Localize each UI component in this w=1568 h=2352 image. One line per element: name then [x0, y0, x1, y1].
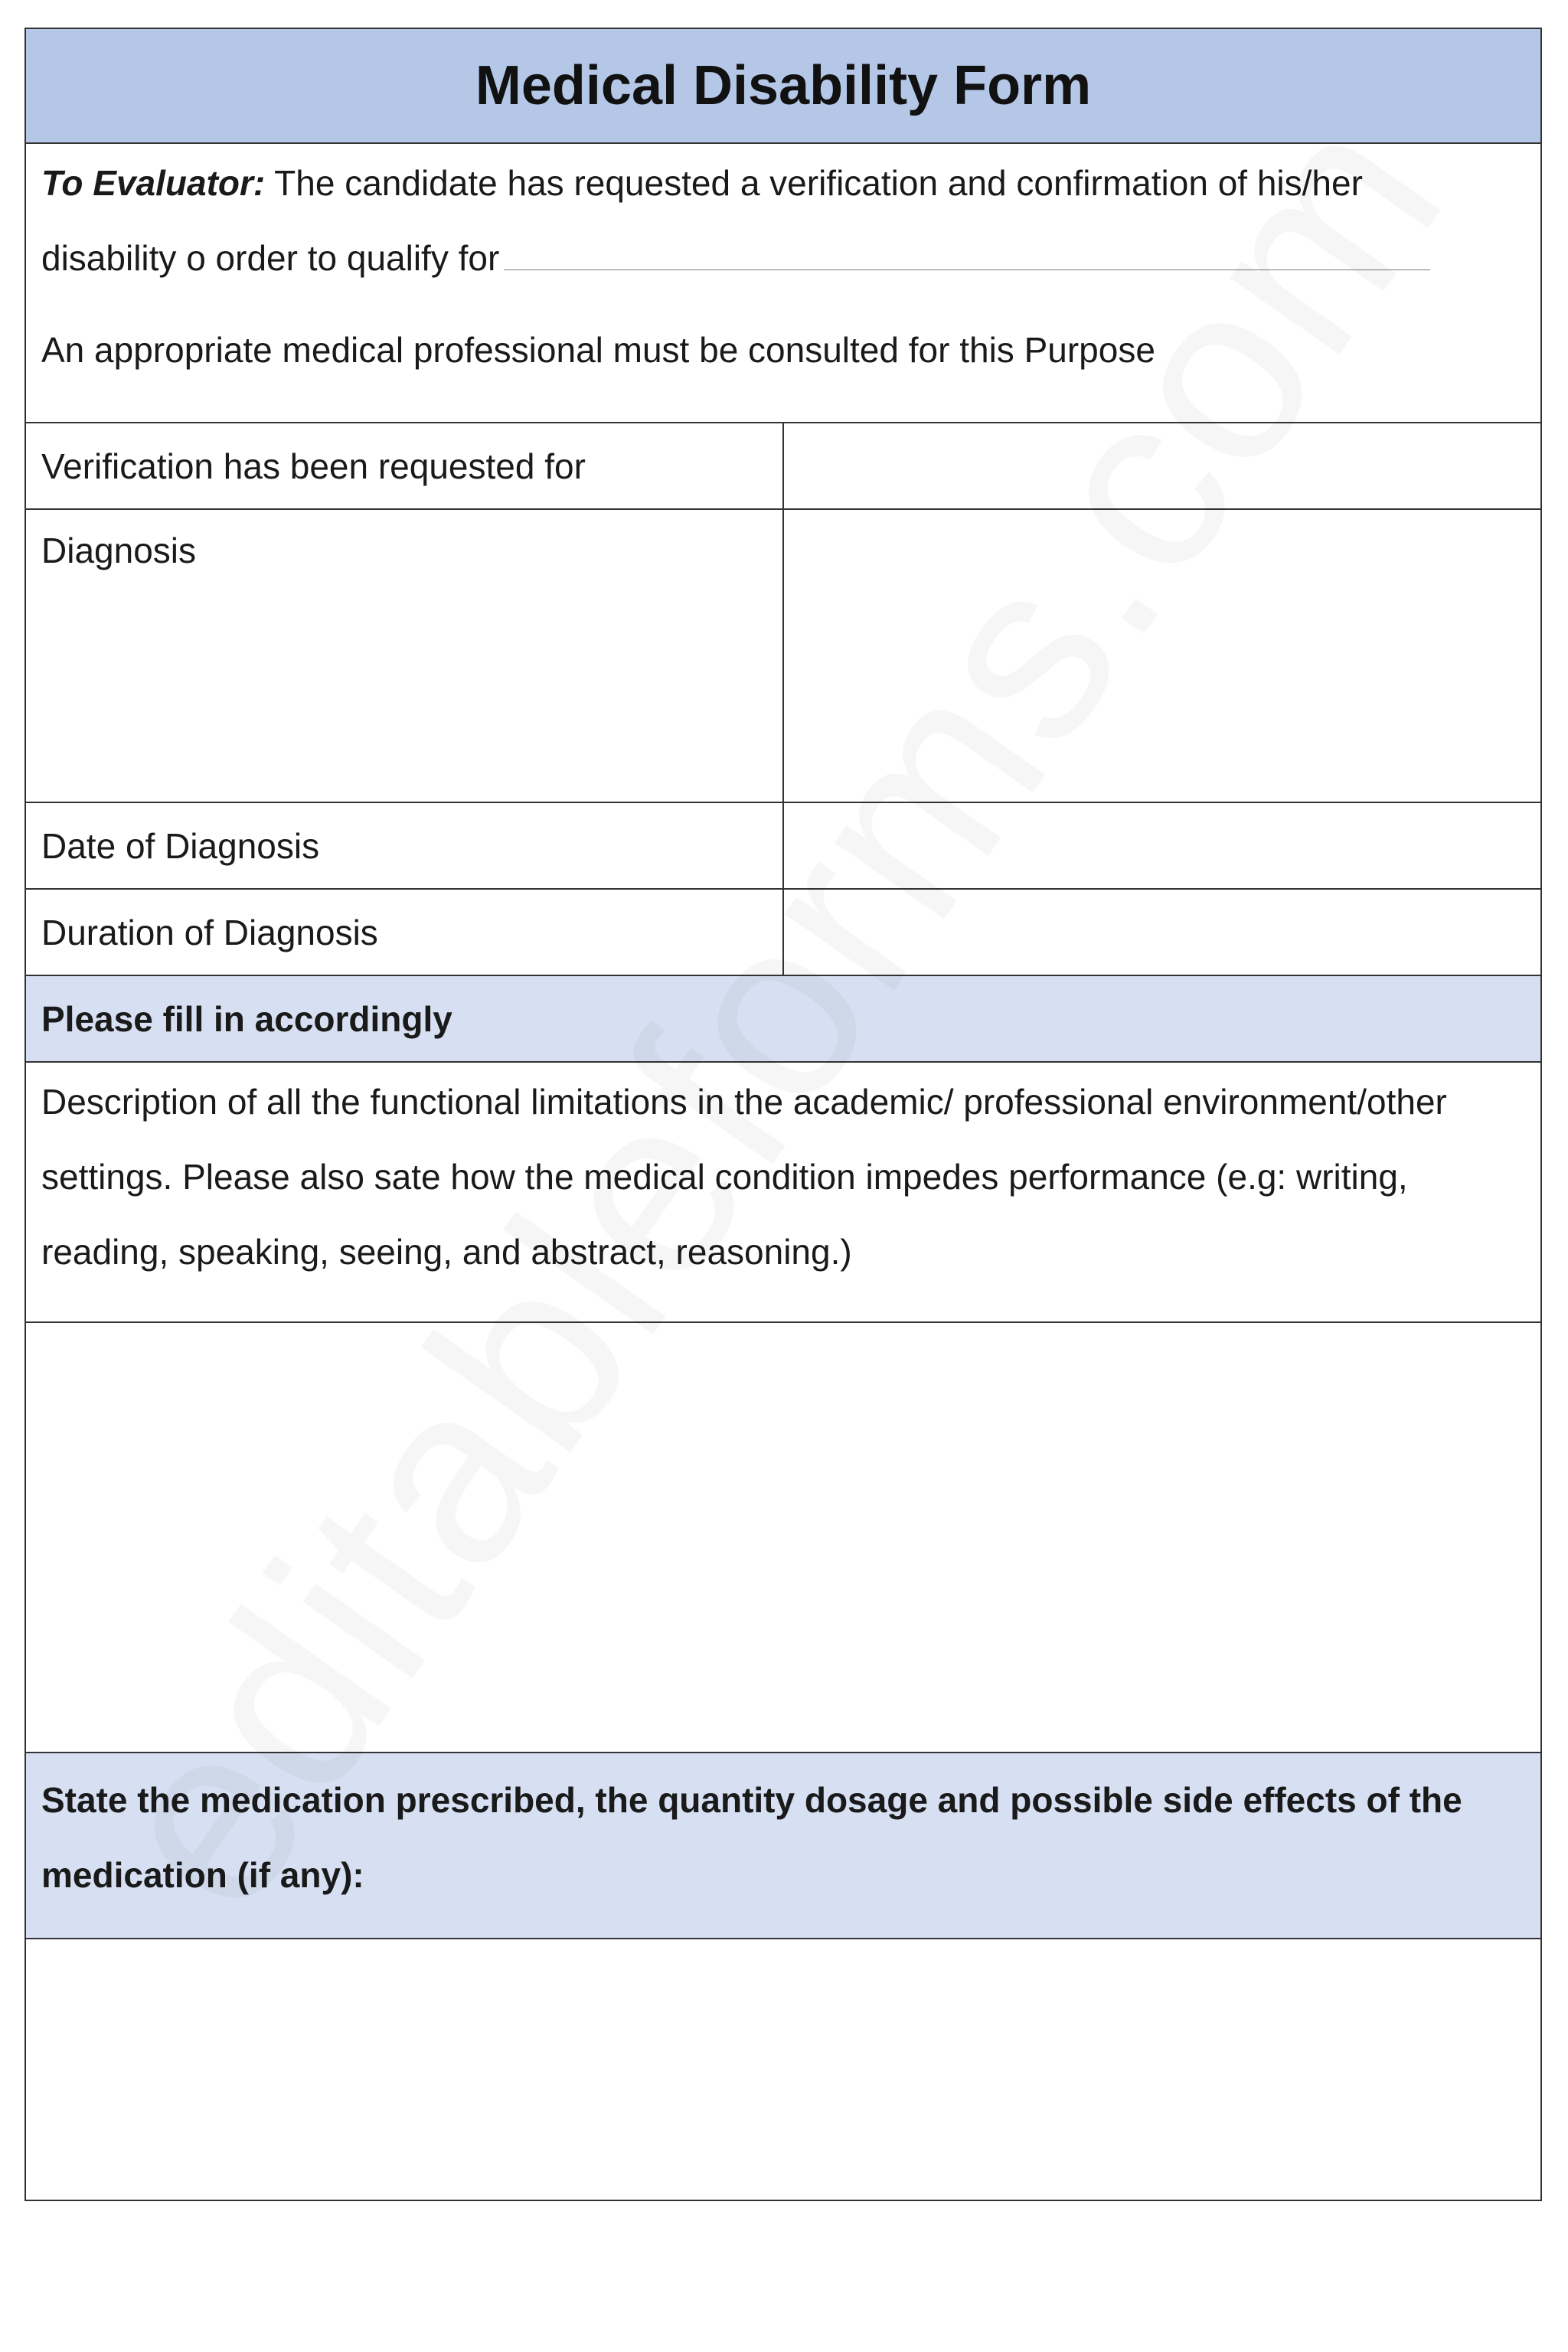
diagnosis-input-cell[interactable]	[784, 510, 1540, 802]
medication-input-area[interactable]	[26, 1939, 1540, 2200]
qualify-blank-field[interactable]	[504, 236, 1430, 270]
form-header	[26, 29, 1540, 144]
description-instructions	[26, 1063, 1540, 1323]
diagnosis-label: Diagnosis	[26, 510, 784, 802]
evaluator-label: To Evaluator:	[41, 163, 266, 203]
diagnosis-row	[26, 510, 1540, 803]
verification-label: Verification has been requested for	[26, 423, 784, 508]
evaluator-line	[41, 144, 1525, 220]
duration-of-diagnosis-row	[26, 890, 1540, 976]
form-title: Medical Disability Form	[475, 55, 1092, 116]
evaluator-intro	[26, 144, 1540, 423]
date-of-diagnosis-label: Date of Diagnosis	[26, 803, 784, 888]
evaluator-text: The candidate has requested a verification and confirmation of his/her	[265, 163, 1363, 203]
medication-text: State the medication prescribed, the quantity dosage and possible side effects of the medication (if any):	[41, 1780, 1462, 1895]
description-text: Description of all the functional limitations in the academic/ professional environment/other settings. Please also sate how the medical condition impedes performance (e.g: writing, reading, speaking, seeing, and abstract, reasoning.)	[41, 1082, 1447, 1272]
verification-input-cell[interactable]	[784, 423, 1540, 508]
purpose-text: An appropriate medical professional must be consulted for this Purpose	[41, 330, 1155, 370]
medical-disability-form	[24, 28, 1542, 2201]
description-input-area[interactable]	[26, 1323, 1540, 1753]
fill-section-header: Please fill in accordingly	[26, 976, 1540, 1063]
medication-section-header	[26, 1753, 1540, 1939]
duration-of-diagnosis-input-cell[interactable]	[784, 890, 1540, 975]
date-of-diagnosis-input-cell[interactable]	[784, 803, 1540, 888]
qualify-line	[41, 220, 1525, 296]
verification-row	[26, 423, 1540, 510]
qualify-text: disability o order to qualify for	[41, 238, 500, 278]
date-of-diagnosis-row	[26, 803, 1540, 890]
duration-of-diagnosis-label: Duration of Diagnosis	[26, 890, 784, 975]
